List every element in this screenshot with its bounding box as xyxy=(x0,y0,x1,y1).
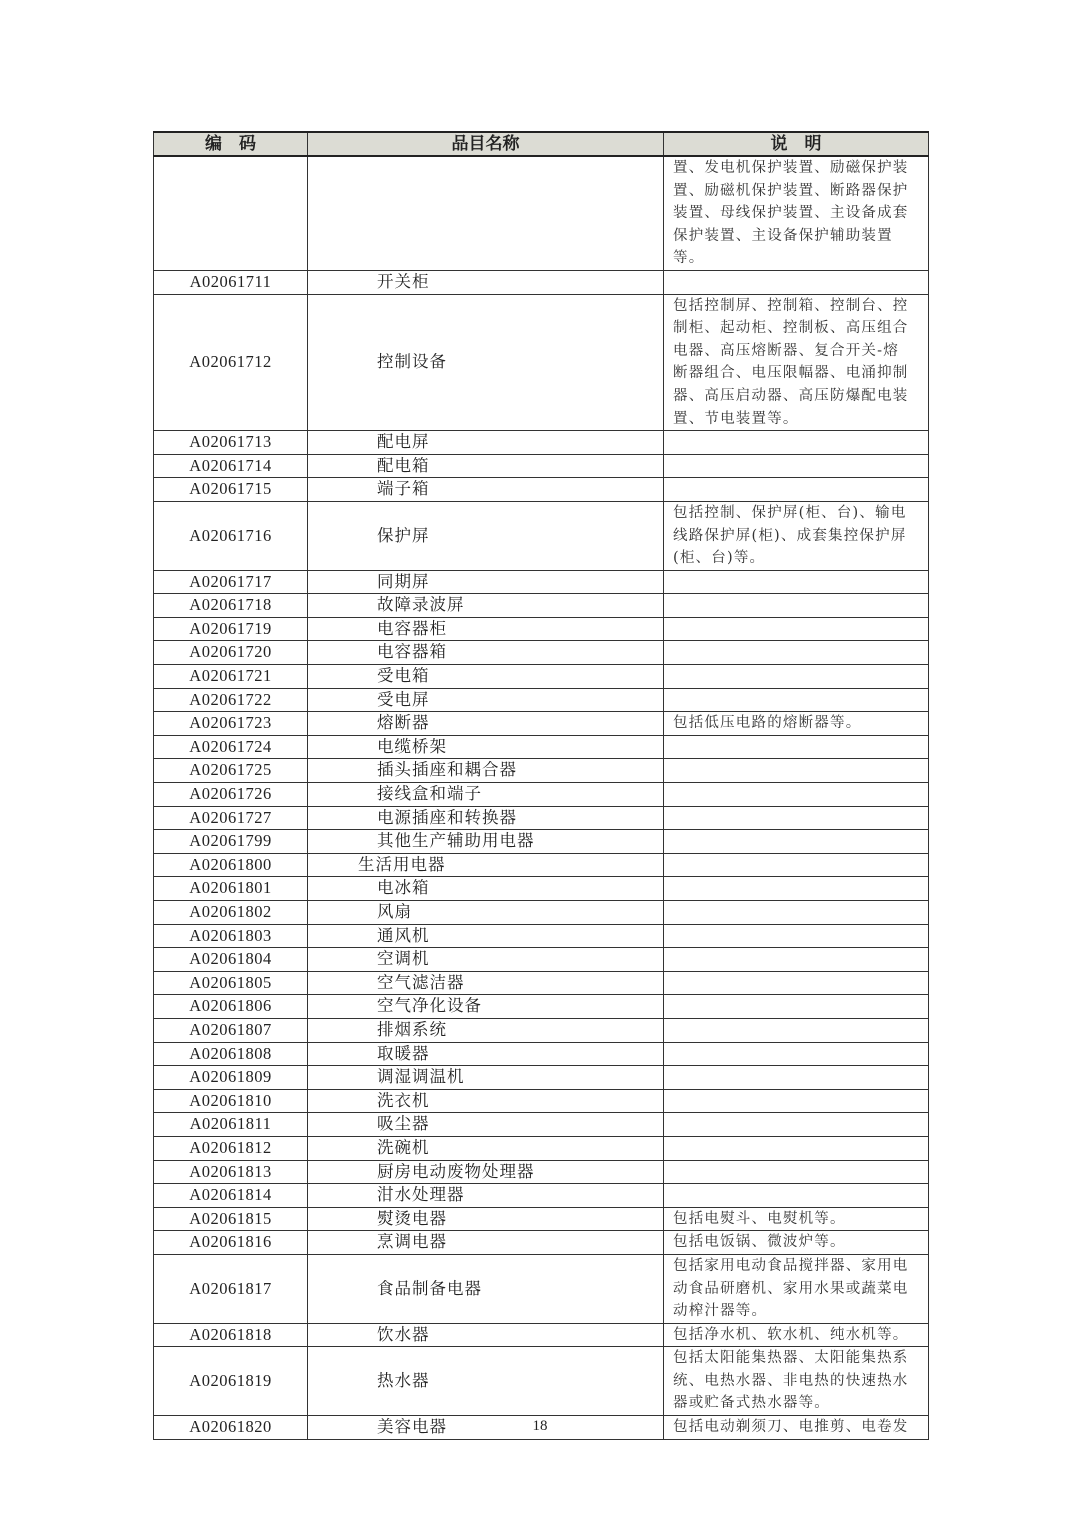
item-code: A02061721 xyxy=(154,665,308,689)
item-code: A02061815 xyxy=(154,1207,308,1231)
item-name xyxy=(308,156,664,270)
item-name: 受电箱 xyxy=(308,665,664,689)
item-name: 厨房电动废物处理器 xyxy=(308,1160,664,1184)
item-name: 端子箱 xyxy=(308,478,664,502)
item-code: A02061800 xyxy=(154,853,308,877)
table-row xyxy=(154,1066,929,1090)
item-name: 通风机 xyxy=(308,924,664,948)
table-row xyxy=(154,901,929,925)
table-row xyxy=(154,853,929,877)
table-row xyxy=(154,877,929,901)
table-row xyxy=(154,735,929,759)
item-description xyxy=(664,641,929,665)
item-code: A02061819 xyxy=(154,1347,308,1416)
item-description: 包括控制、保护屏(柜、台)、输电 线路保护屏(柜)、成套集控保护屏 (柜、台)等。 xyxy=(664,501,929,570)
table-row xyxy=(154,783,929,807)
item-code: A02061805 xyxy=(154,971,308,995)
item-name: 空调机 xyxy=(308,948,664,972)
item-name: 泔水处理器 xyxy=(308,1184,664,1208)
item-description xyxy=(664,901,929,925)
item-name: 风扇 xyxy=(308,901,664,925)
item-description xyxy=(664,1184,929,1208)
table-row xyxy=(154,431,929,455)
item-code: A02061715 xyxy=(154,478,308,502)
item-name: 美容电器 xyxy=(308,1416,664,1440)
table-row xyxy=(154,270,929,294)
item-name: 烹调电器 xyxy=(308,1231,664,1255)
table-row xyxy=(154,156,929,270)
table-header-row xyxy=(154,132,929,156)
item-name: 熔断器 xyxy=(308,712,664,736)
item-name: 生活用电器 xyxy=(308,853,664,877)
item-description xyxy=(664,853,929,877)
item-name: 饮水器 xyxy=(308,1323,664,1347)
item-description xyxy=(664,1018,929,1042)
table-row xyxy=(154,454,929,478)
item-description xyxy=(664,948,929,972)
item-code: A02061799 xyxy=(154,830,308,854)
item-name: 电容器柜 xyxy=(308,617,664,641)
item-code: A02061816 xyxy=(154,1231,308,1255)
item-description xyxy=(664,1089,929,1113)
table-row xyxy=(154,971,929,995)
table-body xyxy=(154,156,929,1439)
item-description xyxy=(664,478,929,502)
item-code: A02061806 xyxy=(154,995,308,1019)
item-name: 空气净化设备 xyxy=(308,995,664,1019)
table-row xyxy=(154,1231,929,1255)
table-row xyxy=(154,617,929,641)
item-code: A02061818 xyxy=(154,1323,308,1347)
item-description xyxy=(664,270,929,294)
item-code: A02061711 xyxy=(154,270,308,294)
item-description xyxy=(664,995,929,1019)
item-description xyxy=(664,1042,929,1066)
item-description xyxy=(664,1066,929,1090)
item-code: A02061809 xyxy=(154,1066,308,1090)
item-name: 开关柜 xyxy=(308,270,664,294)
item-description xyxy=(664,783,929,807)
item-description xyxy=(664,830,929,854)
item-name: 食品制备电器 xyxy=(308,1254,664,1323)
item-code: A02061807 xyxy=(154,1018,308,1042)
item-code: A02061719 xyxy=(154,617,308,641)
table-row xyxy=(154,712,929,736)
table-row xyxy=(154,1042,929,1066)
item-name: 电冰箱 xyxy=(308,877,664,901)
item-code: A02061712 xyxy=(154,294,308,431)
table-row xyxy=(154,1018,929,1042)
item-code: A02061811 xyxy=(154,1113,308,1137)
item-name: 电源插座和转换器 xyxy=(308,806,664,830)
table-row xyxy=(154,294,929,431)
table-row xyxy=(154,1207,929,1231)
header-name: 品目名称 xyxy=(308,132,664,156)
item-code: A02061713 xyxy=(154,431,308,455)
item-code: A02061801 xyxy=(154,877,308,901)
item-code: A02061727 xyxy=(154,806,308,830)
table-row xyxy=(154,759,929,783)
item-name: 受电屏 xyxy=(308,688,664,712)
item-code: A02061720 xyxy=(154,641,308,665)
header-code: 编 码 xyxy=(154,132,308,156)
header-description: 说 明 xyxy=(664,132,929,156)
item-name: 其他生产辅助用电器 xyxy=(308,830,664,854)
table-row xyxy=(154,1160,929,1184)
item-name: 洗衣机 xyxy=(308,1089,664,1113)
item-code: A02061812 xyxy=(154,1136,308,1160)
item-name: 同期屏 xyxy=(308,570,664,594)
item-description xyxy=(664,431,929,455)
table-row xyxy=(154,641,929,665)
catalog-table xyxy=(153,131,929,1440)
item-name: 排烟系统 xyxy=(308,1018,664,1042)
table-row xyxy=(154,665,929,689)
item-description xyxy=(664,665,929,689)
item-code xyxy=(154,156,308,270)
item-code: A02061804 xyxy=(154,948,308,972)
item-name: 电容器箱 xyxy=(308,641,664,665)
item-code: A02061802 xyxy=(154,901,308,925)
item-code: A02061817 xyxy=(154,1254,308,1323)
item-code: A02061813 xyxy=(154,1160,308,1184)
item-name: 洗碗机 xyxy=(308,1136,664,1160)
item-description: 包括太阳能集热器、太阳能集热系 统、电热水器、非电热的快速热水 器或贮备式热水器等。 xyxy=(664,1347,929,1416)
item-name: 配电箱 xyxy=(308,454,664,478)
item-name: 吸尘器 xyxy=(308,1113,664,1137)
item-description xyxy=(664,806,929,830)
item-description xyxy=(664,570,929,594)
item-code: A02061725 xyxy=(154,759,308,783)
item-code: A02061726 xyxy=(154,783,308,807)
item-code: A02061717 xyxy=(154,570,308,594)
table-row xyxy=(154,806,929,830)
table-row xyxy=(154,948,929,972)
table-row xyxy=(154,478,929,502)
item-description xyxy=(664,617,929,641)
table-row xyxy=(154,594,929,618)
item-name: 插头插座和耦合器 xyxy=(308,759,664,783)
table-row xyxy=(154,830,929,854)
table-row xyxy=(154,1089,929,1113)
table-row xyxy=(154,995,929,1019)
table-row xyxy=(154,1347,929,1416)
item-description xyxy=(664,1136,929,1160)
item-description: 包括低压电路的熔断器等。 xyxy=(664,712,929,736)
item-description xyxy=(664,594,929,618)
table-row xyxy=(154,1254,929,1323)
item-description: 包括控制屏、控制箱、控制台、控 制柜、起动柜、控制板、高压组合 电器、高压熔断器、复合开关-熔 断器组合、电压限幅器、电涌抑制 器、高压启动器、高压防爆配电装 置、节电装置等。 xyxy=(664,294,929,431)
item-description xyxy=(664,688,929,712)
table-row xyxy=(154,924,929,948)
item-name: 故障录波屏 xyxy=(308,594,664,618)
item-description xyxy=(664,1113,929,1137)
table-row xyxy=(154,1323,929,1347)
item-description: 置、发电机保护装置、励磁保护装 置、励磁机保护装置、断路器保护 装置、母线保护装置、主设备成套 保护装置、主设备保护辅助装置 等。 xyxy=(664,156,929,270)
item-name: 取暖器 xyxy=(308,1042,664,1066)
item-name: 保护屏 xyxy=(308,501,664,570)
table-row xyxy=(154,1136,929,1160)
item-description xyxy=(664,759,929,783)
item-name: 接线盒和端子 xyxy=(308,783,664,807)
item-name: 热水器 xyxy=(308,1347,664,1416)
item-description: 包括家用电动食品搅拌器、家用电 动食品研磨机、家用水果或蔬菜电 动榨汁器等。 xyxy=(664,1254,929,1323)
item-name: 电缆桥架 xyxy=(308,735,664,759)
item-description xyxy=(664,1160,929,1184)
item-name: 熨烫电器 xyxy=(308,1207,664,1231)
item-name: 控制设备 xyxy=(308,294,664,431)
item-code: A02061803 xyxy=(154,924,308,948)
item-description xyxy=(664,735,929,759)
item-description: 包括电熨斗、电熨机等。 xyxy=(664,1207,929,1231)
table-row xyxy=(154,501,929,570)
item-name: 配电屏 xyxy=(308,431,664,455)
table-row xyxy=(154,1184,929,1208)
item-description xyxy=(664,924,929,948)
item-code: A02061814 xyxy=(154,1184,308,1208)
item-name: 空气滤洁器 xyxy=(308,971,664,995)
item-description xyxy=(664,454,929,478)
item-name: 调湿调温机 xyxy=(308,1066,664,1090)
item-description xyxy=(664,877,929,901)
item-description: 包括电饭锅、微波炉等。 xyxy=(664,1231,929,1255)
item-description: 包括电动剃须刀、电推剪、电卷发 xyxy=(664,1416,929,1440)
item-code: A02061714 xyxy=(154,454,308,478)
item-code: A02061724 xyxy=(154,735,308,759)
item-code: A02061820 xyxy=(154,1416,308,1440)
item-code: A02061808 xyxy=(154,1042,308,1066)
item-code: A02061810 xyxy=(154,1089,308,1113)
table-row xyxy=(154,1113,929,1137)
item-code: A02061716 xyxy=(154,501,308,570)
table-row xyxy=(154,688,929,712)
page-number: 18 xyxy=(532,1418,548,1434)
item-code: A02061722 xyxy=(154,688,308,712)
item-description: 包括净水机、软水机、纯水机等。 xyxy=(664,1323,929,1347)
item-code: A02061718 xyxy=(154,594,308,618)
item-code: A02061723 xyxy=(154,712,308,736)
item-description xyxy=(664,971,929,995)
table-row xyxy=(154,570,929,594)
